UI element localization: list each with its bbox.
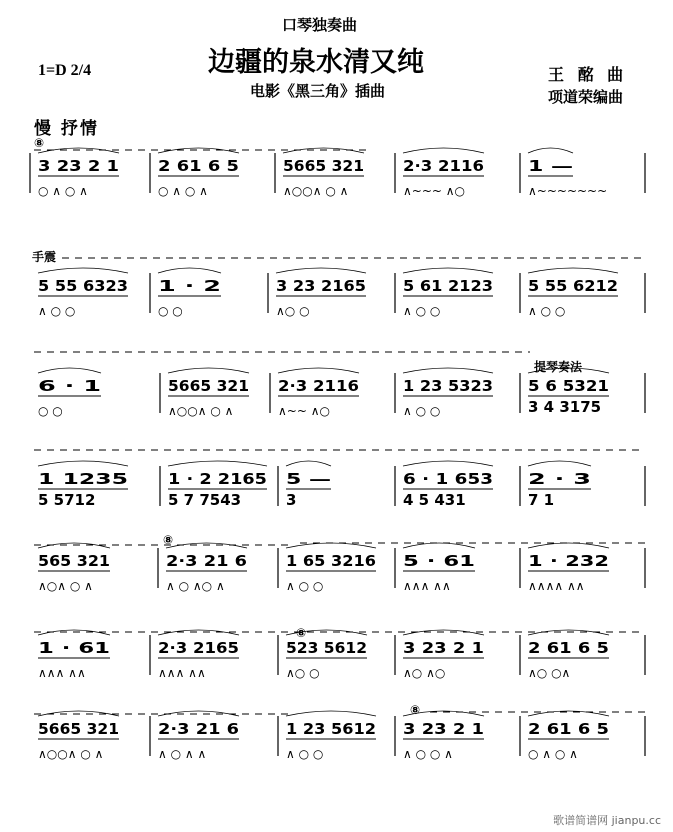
slur	[278, 368, 359, 373]
slur	[158, 148, 239, 153]
articulation-marks: ∧ ○ ○	[286, 579, 324, 593]
articulation-marks: ∧○ ∧○	[403, 666, 446, 680]
note-group: 1 65 3216	[286, 552, 376, 570]
note-group: 565 321	[38, 552, 110, 570]
articulation-marks: ∧○ ○	[276, 304, 310, 318]
slur	[38, 461, 128, 466]
note-group: 1 · 61	[38, 639, 110, 657]
slur	[403, 368, 493, 373]
slur	[158, 268, 221, 273]
articulation-marks: ∧∧∧ ∧∧	[403, 579, 451, 593]
articulation-marks: ∧ ○ ○	[403, 304, 441, 318]
note-group: 3 23 2 1	[403, 639, 484, 657]
note-group: 2·3 21 6	[166, 552, 247, 570]
slur	[38, 268, 128, 273]
slur	[528, 543, 609, 548]
note-group: 3 23 2165	[276, 277, 366, 295]
articulation-marks: ○ ○	[158, 304, 183, 318]
articulation-marks: ○ ○	[38, 404, 63, 418]
note-group: 6 · 1	[38, 377, 101, 395]
key-signature: 1=D 2/4	[38, 62, 92, 79]
slur	[403, 543, 475, 548]
note-group: 2 61 6 5	[158, 157, 239, 175]
slur	[168, 461, 267, 466]
note-group: 5 55 6212	[528, 277, 618, 295]
articulation-marks: ∧~~~ ∧○	[403, 184, 466, 198]
articulation-marks: ○ ∧ ○ ∧	[38, 184, 88, 198]
note-group: 2 · 3	[528, 470, 591, 488]
note-group: 5665 321	[38, 720, 119, 738]
slur	[168, 368, 249, 373]
note-group: 2·3 2165	[158, 639, 239, 657]
note-group: 523 5612	[286, 639, 367, 657]
articulation-marks: ∧ ○ ○ ∧	[403, 747, 453, 761]
octave-mark: ⑧	[410, 703, 421, 717]
articulation-marks: ∧○ ○∧	[528, 666, 571, 680]
articulation-marks: ∧○○∧ ○ ∧	[168, 404, 234, 418]
articulation-marks: ∧ ○ ○	[38, 304, 76, 318]
technique-mark: 提琴奏法	[534, 360, 583, 374]
watermark: 歌谱简谱网 jianpu.cc	[553, 814, 661, 827]
slur	[403, 461, 493, 466]
articulation-marks: ∧ ○ ∧ ∧	[158, 747, 207, 761]
harmony-notes: 7 1	[528, 491, 555, 509]
octave-mark: ⑧	[296, 626, 307, 640]
note-group: 2 61 6 5	[528, 639, 609, 657]
articulation-marks: ∧~~~~~~~	[528, 184, 608, 198]
articulation-marks: ∧∧∧ ∧∧	[38, 666, 86, 680]
composer: 王 酩 曲	[548, 65, 628, 84]
articulation-marks: ∧○○∧ ○ ∧	[283, 184, 349, 198]
articulation-marks: ∧∧∧ ∧∧	[158, 666, 206, 680]
slur	[158, 630, 239, 635]
note-group: 3 23 2 1	[38, 157, 119, 175]
slur	[403, 148, 484, 153]
octave-mark: ⑧	[34, 136, 45, 150]
slur	[38, 368, 101, 373]
octave-mark: ⑧	[163, 533, 174, 547]
note-group: 5 · 61	[403, 552, 475, 570]
note-group: 5 55 6323	[38, 277, 128, 295]
tempo-marking: 慢 抒情	[34, 119, 99, 139]
slur	[403, 268, 493, 273]
articulation-marks: ∧○∧ ○ ∧	[38, 579, 93, 593]
slur	[528, 148, 573, 153]
slur	[528, 268, 618, 273]
articulation-marks: ∧○○∧ ○ ∧	[38, 747, 104, 761]
articulation-marks: ∧ ○ ○	[403, 404, 441, 418]
note-group: 2·3 2116	[403, 157, 484, 175]
articulation-marks: ∧ ○ ∧○ ∧	[166, 579, 225, 593]
note-group: 1 —	[528, 157, 573, 175]
film-caption: 电影《黑三角》插曲	[250, 82, 386, 100]
slur	[276, 268, 366, 273]
slur	[158, 711, 239, 716]
note-group: 6 · 1 653	[403, 470, 493, 488]
note-group: 5665 321	[168, 377, 249, 395]
note-group: 1 · 2	[158, 277, 221, 295]
harmony-notes: 4 5 431	[403, 491, 466, 509]
note-group: 5 —	[286, 470, 331, 488]
note-group: 5 6 5321	[528, 377, 609, 395]
note-group: 1 1235	[38, 470, 128, 488]
note-group: 1 · 232	[528, 552, 609, 570]
slur	[528, 461, 591, 466]
articulation-marks: ∧~~ ∧○	[278, 404, 330, 418]
subtitle: 口琴独奏曲	[282, 16, 358, 34]
articulation-marks: ∧○ ○	[286, 666, 320, 680]
note-group: 3 23 2 1	[403, 720, 484, 738]
articulation-marks: ∧∧∧∧ ∧∧	[528, 579, 585, 593]
note-group: 2·3 2116	[278, 377, 359, 395]
articulation-marks: ∧ ○ ○	[528, 304, 566, 318]
page-title: 边疆的泉水清又纯	[208, 47, 424, 78]
harmony-notes: 5 7 7543	[168, 491, 242, 509]
slur	[286, 543, 376, 548]
slur	[286, 711, 376, 716]
harmony-notes: 5 5712	[38, 491, 96, 509]
articulation-marks: ○ ∧ ○ ∧	[158, 184, 208, 198]
note-group: 1 23 5323	[403, 377, 493, 395]
arranger: 项道荣编曲	[548, 88, 624, 106]
note-group: 5 61 2123	[403, 277, 493, 295]
slur	[528, 368, 609, 373]
note-group: 1 23 5612	[286, 720, 376, 738]
note-group: 5665 321	[283, 157, 364, 175]
note-group: 1 · 2 2165	[168, 470, 267, 488]
note-group: 2 61 6 5	[528, 720, 609, 738]
articulation-marks: ○ ∧ ○ ∧	[528, 747, 578, 761]
slur	[286, 461, 331, 466]
harmony-notes: 3 4 3175	[528, 398, 602, 416]
harmony-notes: 3	[286, 491, 297, 509]
note-group: 2·3 21 6	[158, 720, 239, 738]
articulation-marks: ∧ ○ ○	[286, 747, 324, 761]
tremolo-mark: 手震	[32, 250, 57, 264]
